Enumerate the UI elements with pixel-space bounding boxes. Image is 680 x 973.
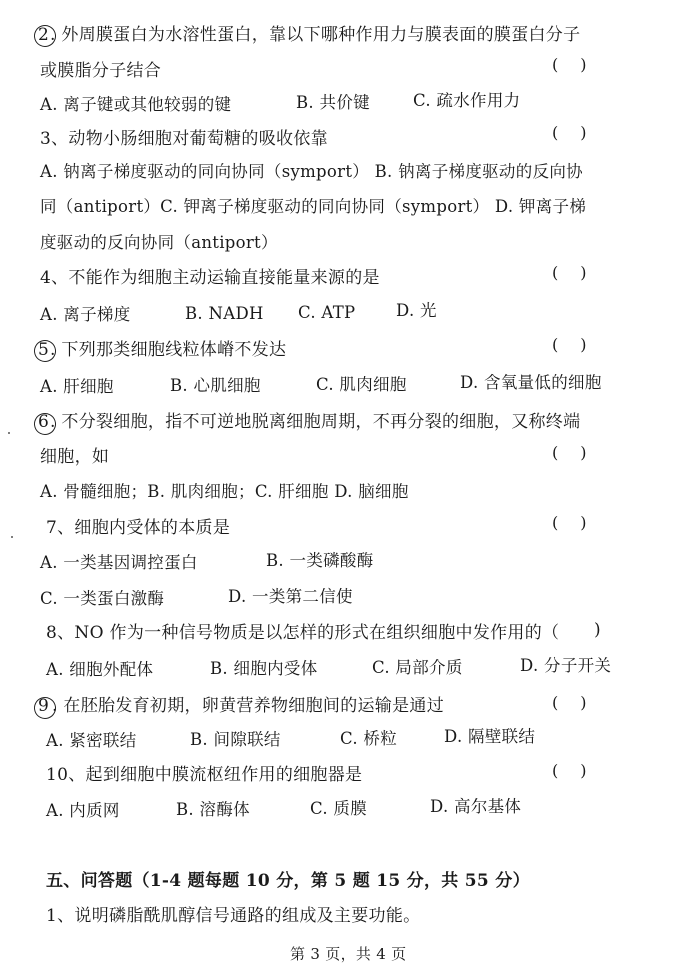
q3-option-line2[interactable]: 同（antiport）C. 钾离子梯度驱动的同向协同（symport） D. 钾离子梯 <box>40 197 587 216</box>
q4-answer-blank[interactable]: () <box>552 263 609 282</box>
q9-option-c[interactable]: C. 桥粒 <box>340 729 398 748</box>
scan-speck <box>8 432 10 434</box>
q5-number: 5 <box>38 340 50 360</box>
q9-answer-blank[interactable]: () <box>552 693 609 712</box>
q10-answer-blank[interactable]: () <box>552 761 609 780</box>
q10-stem: 10、起到细胞中膜流枢纽作用的细胞器是 <box>46 765 363 785</box>
q5-option-a[interactable]: A. 肝细胞 <box>40 377 114 396</box>
q9-option-a[interactable]: A. 紧密联结 <box>46 731 137 750</box>
q2-number: 2 <box>38 25 50 45</box>
q5-answer-blank[interactable]: () <box>552 335 609 354</box>
q10-option-b[interactable]: B. 溶酶体 <box>176 800 250 819</box>
q9-stem: . 在胚胎发育初期，卵黄营养物细胞间的运输是通过 <box>52 696 445 716</box>
q3-option-line3[interactable]: 度驱动的反向协同（antiport） <box>40 233 278 252</box>
q3-answer-blank[interactable]: () <box>552 123 609 142</box>
q7-answer-blank[interactable]: () <box>552 513 609 532</box>
q5-option-d[interactable]: D. 含氧量低的细胞 <box>460 373 602 392</box>
q4-option-d[interactable]: D. 光 <box>396 301 437 320</box>
q8-stem: 8、NO 作为一种信号物质是以怎样的形式在组织细胞中发作用的（ <box>46 623 560 643</box>
q6-stem-line2: 细胞，如 <box>40 447 110 467</box>
q7-stem: 7、细胞内受体的本质是 <box>46 518 231 538</box>
q7-option-b[interactable]: B. 一类磷酸酶 <box>266 551 374 570</box>
q2-stem-line2: 或膜脂分子结合 <box>40 61 162 81</box>
q4-option-c[interactable]: C. ATP <box>298 303 356 322</box>
q7-option-c[interactable]: C. 一类蛋白激酶 <box>40 589 165 608</box>
page-number: 第 3 页，共 4 页 <box>290 945 407 963</box>
q10-option-c[interactable]: C. 质膜 <box>310 799 368 818</box>
q2-answer-blank[interactable]: () <box>552 55 609 74</box>
scan-speck <box>11 536 13 538</box>
q2-option-b[interactable]: B. 共价键 <box>296 93 370 112</box>
q4-stem: 4、不能作为细胞主动运输直接能量来源的是 <box>40 268 380 288</box>
q8-option-c[interactable]: C. 局部介质 <box>372 658 463 677</box>
q3-stem: 3、动物小肠细胞对葡萄糖的吸收依靠 <box>40 129 328 149</box>
q4-option-a[interactable]: A. 离子梯度 <box>40 305 131 324</box>
q7-option-a[interactable]: A. 一类基因调控蛋白 <box>40 553 198 572</box>
q6-option-line[interactable]: A. 骨髓细胞；B. 肌肉细胞；C. 肝细胞 D. 脑细胞 <box>40 482 409 501</box>
q9-option-b[interactable]: B. 间隙联结 <box>190 730 281 749</box>
q10-option-a[interactable]: A. 内质网 <box>46 801 120 820</box>
q3-option-line1[interactable]: A. 钠离子梯度驱动的同向协同（symport） B. 钠离子梯度驱动的反向协 <box>40 162 583 181</box>
q5-option-c[interactable]: C. 肌肉细胞 <box>316 375 407 394</box>
q8-option-d[interactable]: D. 分子开关 <box>520 656 612 675</box>
q7-option-d[interactable]: D. 一类第二信使 <box>228 587 353 606</box>
q9-option-d[interactable]: D. 隔壁联结 <box>444 727 536 746</box>
q6-stem-line1: . 不分裂细胞，指不可逆地脱离细胞周期，不再分裂的细胞，又称终端 <box>50 412 581 432</box>
q10-option-d[interactable]: D. 高尔基体 <box>430 797 522 816</box>
q2-option-a[interactable]: A. 离子键或其他较弱的键 <box>40 95 232 114</box>
q9-number: 9 <box>38 696 50 716</box>
q4-option-b[interactable]: B. NADH <box>185 304 264 323</box>
q8-stem-close[interactable]: ) <box>594 620 601 640</box>
q5-stem: . 下列那类细胞线粒体嵴不发达 <box>50 340 287 360</box>
q6-answer-blank[interactable]: () <box>552 443 609 462</box>
q2-option-c[interactable]: C. 疏水作用力 <box>413 91 521 110</box>
q6-number: 6 <box>38 412 50 432</box>
section5-heading: 五、问答题（1-4 题每题 10 分，第 5 题 15 分，共 55 分） <box>46 871 530 891</box>
section5-q1: 1、说明磷脂酰肌醇信号通路的组成及主要功能。 <box>46 906 421 926</box>
q8-option-b[interactable]: B. 细胞内受体 <box>210 659 318 678</box>
q8-option-a[interactable]: A. 细胞外配体 <box>46 660 154 679</box>
q5-option-b[interactable]: B. 心肌细胞 <box>170 376 261 395</box>
q2-stem-line1: . 外周膜蛋白为水溶性蛋白，靠以下哪种作用力与膜表面的膜蛋白分子 <box>50 25 581 45</box>
